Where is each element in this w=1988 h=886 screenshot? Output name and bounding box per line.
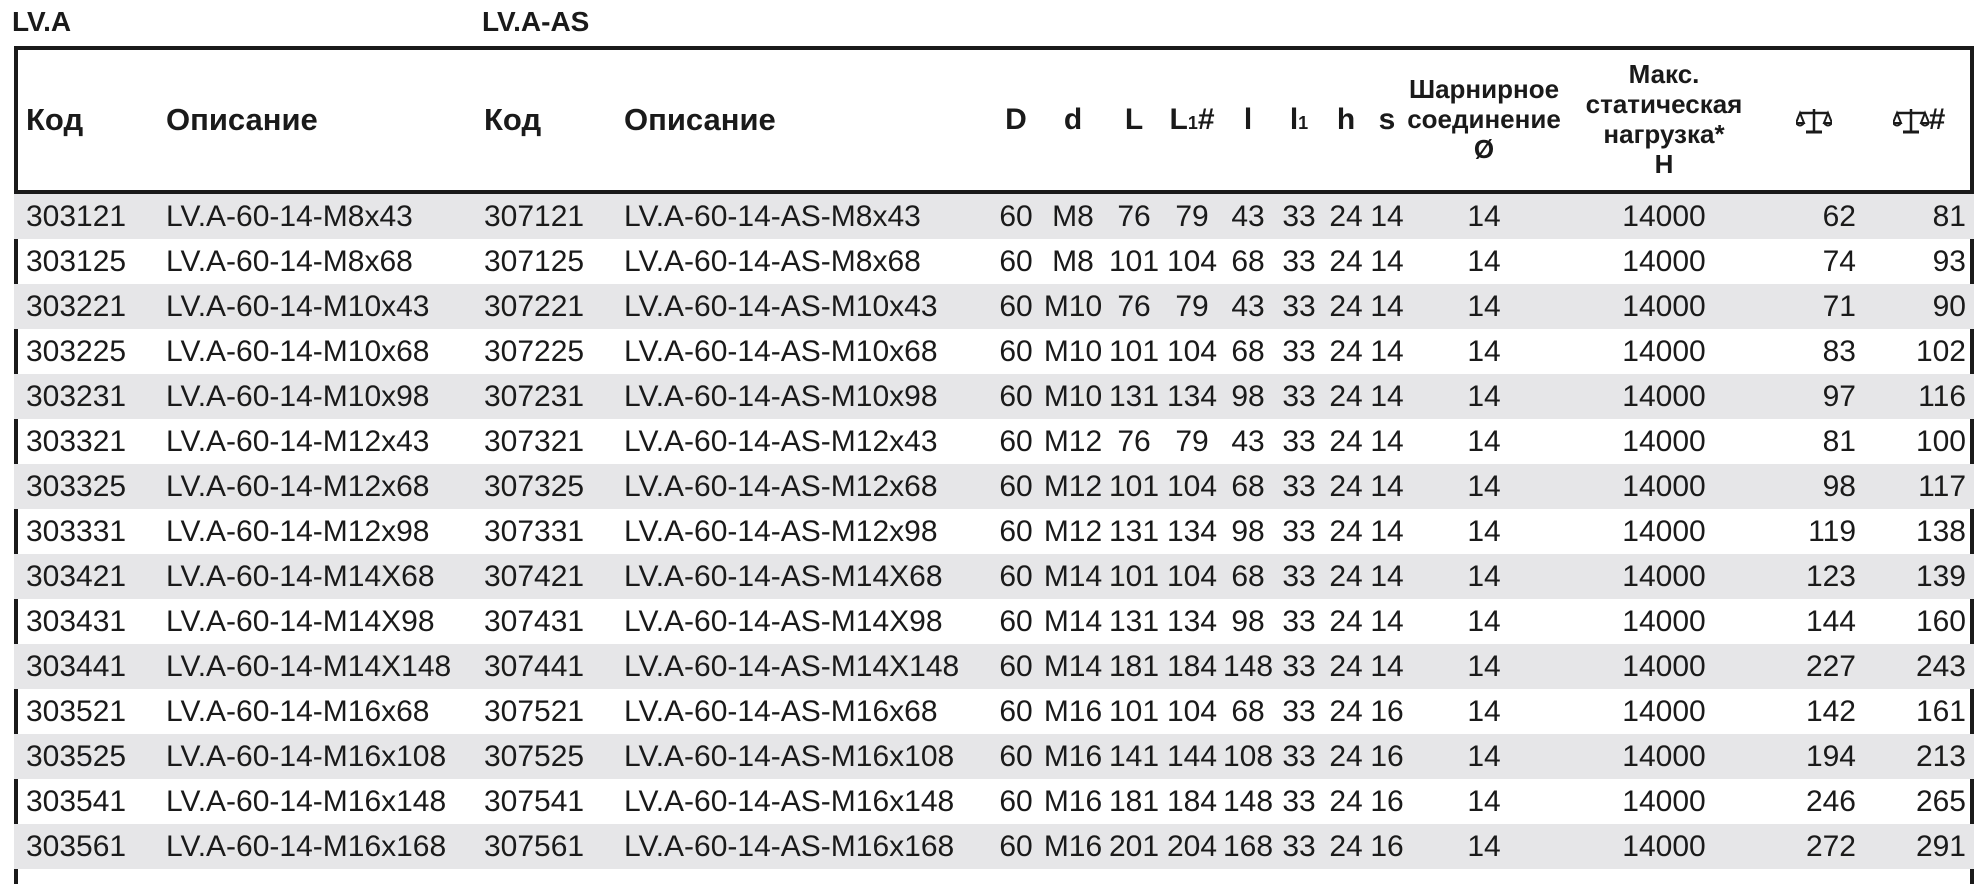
cell-description-as: LV.A-60-14-AS-M14X98 <box>624 604 943 638</box>
table-row <box>14 779 1974 824</box>
cell-l1: 33 <box>1276 644 1322 689</box>
cell-hinge: 14 <box>1467 424 1501 458</box>
header-hinge-line1: Шарнирное <box>1408 74 1560 105</box>
header-l1-sub: 1 <box>1298 113 1309 133</box>
cell-code: 303121 <box>14 192 154 239</box>
cell-weight-lva-as: 100 <box>1915 424 1966 458</box>
cell-weight-lva-as: 291 <box>1864 824 1974 869</box>
cell-weight-lva: 81 <box>1822 424 1856 458</box>
cell-h: 24 <box>1322 464 1370 509</box>
cell-l1: 33 <box>1282 334 1316 368</box>
cell-weight-lva: 98 <box>1764 464 1864 509</box>
cell-description-as: LV.A-60-14-AS-M8x43 <box>612 192 990 239</box>
cell-description: LV.A-60-14-M16x68 <box>166 694 430 728</box>
cell-h: 24 <box>1329 514 1363 548</box>
cell-s: 16 <box>1370 694 1404 728</box>
cell-L1: 134 <box>1166 604 1218 638</box>
cell-l: 148 <box>1220 644 1276 689</box>
cell-hinge: 14 <box>1404 644 1564 689</box>
header-l: l <box>1220 50 1276 192</box>
cell-max-load: 14000 <box>1622 244 1706 278</box>
header-D: D <box>990 50 1042 192</box>
cell-code: 303561 <box>14 824 154 869</box>
cell-L1: 104 <box>1166 694 1218 728</box>
cell-d: M12 <box>1042 464 1104 509</box>
cell-description: LV.A-60-14-M14X148 <box>154 644 472 689</box>
cell-d: M8 <box>1052 244 1094 278</box>
cell-code-as: 307125 <box>484 244 585 278</box>
cell-L: 76 <box>1104 284 1164 329</box>
cell-description-as: LV.A-60-14-AS-M10x68 <box>624 334 938 368</box>
cell-code-as: 307421 <box>472 554 612 599</box>
cell-l: 68 <box>1220 554 1276 599</box>
header-load-line1: Макс. <box>1628 59 1700 90</box>
cell-description-as: LV.A-60-14-AS-M10x98 <box>612 374 990 419</box>
cell-L1: 184 <box>1166 784 1218 818</box>
cell-code-as: 307431 <box>484 604 585 638</box>
cell-code: 303431 <box>26 604 127 638</box>
cell-description: LV.A-60-14-M10x43 <box>154 284 472 329</box>
cell-max-load: 14000 <box>1564 192 1764 239</box>
cell-l: 98 <box>1231 514 1265 548</box>
cell-code: 303321 <box>26 424 127 458</box>
cell-l1: 33 <box>1282 694 1316 728</box>
cell-code: 303541 <box>26 784 127 818</box>
cell-code-as: 307525 <box>472 734 612 779</box>
cell-code: 303221 <box>14 284 154 329</box>
header-code: Код <box>14 50 154 192</box>
cell-weight-lva-as: 243 <box>1864 644 1974 689</box>
cell-L1: 144 <box>1164 734 1220 779</box>
cell-L: 201 <box>1104 824 1164 869</box>
cell-D: 60 <box>999 604 1033 638</box>
cell-L1: 134 <box>1166 514 1218 548</box>
cell-l: 148 <box>1222 784 1274 818</box>
header-L: L <box>1104 50 1164 192</box>
cell-description: LV.A-60-14-M12x98 <box>166 514 430 548</box>
cell-max-load: 14000 <box>1564 374 1764 419</box>
cell-description: LV.A-60-14-M12x43 <box>166 424 430 458</box>
cell-L1: 79 <box>1164 192 1220 239</box>
cell-L: 76 <box>1104 192 1164 239</box>
cell-D: 60 <box>990 554 1042 599</box>
header-hinge <box>1404 50 1564 192</box>
cell-d: M12 <box>1043 514 1103 548</box>
cell-l: 43 <box>1231 424 1265 458</box>
cell-weight-lva: 97 <box>1764 374 1864 419</box>
cell-hinge: 14 <box>1467 694 1501 728</box>
cell-hinge: 14 <box>1404 554 1564 599</box>
cell-description: LV.A-60-14-M8x43 <box>154 192 472 239</box>
cell-max-load: 14000 <box>1622 604 1706 638</box>
cell-max-load: 14000 <box>1564 554 1764 599</box>
cell-d: M16 <box>1043 784 1103 818</box>
cell-d: M14 <box>1042 554 1104 599</box>
cell-description: LV.A-60-14-M8x68 <box>166 244 413 278</box>
cell-L1: 104 <box>1166 244 1218 278</box>
cell-weight-lva: 272 <box>1764 824 1864 869</box>
cell-code-as: 307331 <box>484 514 585 548</box>
cell-hinge: 14 <box>1404 824 1564 869</box>
cell-L: 141 <box>1104 734 1164 779</box>
cell-weight-lva-as: 90 <box>1864 284 1974 329</box>
cell-h: 24 <box>1322 644 1370 689</box>
cell-s: 14 <box>1370 554 1404 599</box>
cell-L: 131 <box>1108 514 1160 548</box>
cell-s: 14 <box>1370 374 1404 419</box>
cell-L1: 79 <box>1175 424 1209 458</box>
header-description-as: Описание <box>612 50 990 192</box>
cell-code-as: 307561 <box>472 824 612 869</box>
cell-weight-lva-as: 116 <box>1864 374 1974 419</box>
cell-description-as: LV.A-60-14-AS-M16x168 <box>612 824 990 869</box>
cell-s: 14 <box>1370 334 1404 368</box>
cell-weight-lva: 144 <box>1805 604 1856 638</box>
header-h: h <box>1322 50 1370 192</box>
cell-code-as: 307225 <box>484 334 585 368</box>
cell-s: 14 <box>1370 244 1404 278</box>
cell-weight-lva: 62 <box>1764 192 1864 239</box>
cell-l1: 33 <box>1282 784 1316 818</box>
cell-d: M16 <box>1042 734 1104 779</box>
header-L1-sub: 1 <box>1187 113 1198 133</box>
cell-code: 303325 <box>14 464 154 509</box>
table-body <box>14 192 1974 869</box>
cell-weight-lva: 123 <box>1764 554 1864 599</box>
cell-l1: 33 <box>1282 424 1316 458</box>
cell-L1: 204 <box>1164 824 1220 869</box>
cell-hinge: 14 <box>1467 334 1501 368</box>
cell-D: 60 <box>999 694 1033 728</box>
table-row <box>14 554 1974 599</box>
cell-l1: 33 <box>1276 284 1322 329</box>
cell-weight-lva-as: 265 <box>1915 784 1966 818</box>
cell-weight-lva: 71 <box>1764 284 1864 329</box>
cell-l: 68 <box>1220 464 1276 509</box>
cell-hinge: 14 <box>1404 284 1564 329</box>
cell-h: 24 <box>1322 192 1370 239</box>
cell-max-load: 14000 <box>1564 824 1764 869</box>
cell-d: M8 <box>1042 192 1104 239</box>
cell-code: 303125 <box>26 244 127 278</box>
cell-hinge: 14 <box>1467 514 1501 548</box>
cell-D: 60 <box>990 284 1042 329</box>
header-row <box>14 50 1974 192</box>
cell-code-as: 307231 <box>472 374 612 419</box>
cell-code: 303231 <box>14 374 154 419</box>
cell-description-as: LV.A-60-14-AS-M12x98 <box>624 514 938 548</box>
cell-h: 24 <box>1329 694 1363 728</box>
cell-D: 60 <box>990 464 1042 509</box>
header-hinge-line2: соединение <box>1407 104 1561 135</box>
cell-weight-lva: 194 <box>1764 734 1864 779</box>
cell-hinge: 14 <box>1467 784 1501 818</box>
cell-h: 24 <box>1322 824 1370 869</box>
cell-L: 76 <box>1117 424 1151 458</box>
cell-l: 68 <box>1231 244 1265 278</box>
cell-h: 24 <box>1322 374 1370 419</box>
cell-L: 131 <box>1104 374 1164 419</box>
cell-l1: 33 <box>1276 734 1322 779</box>
cell-l1: 33 <box>1276 464 1322 509</box>
cell-weight-lva-as: 117 <box>1864 464 1974 509</box>
group-title-lva-as: LV.A-AS <box>482 6 590 37</box>
table-row <box>14 192 1974 239</box>
header-load-line4: Н <box>1654 148 1674 179</box>
cell-l1: 33 <box>1276 554 1322 599</box>
cell-weight-lva-as: 102 <box>1915 334 1966 368</box>
cell-hinge: 14 <box>1467 604 1501 638</box>
cell-h: 24 <box>1322 554 1370 599</box>
cell-weight-lva-as: 213 <box>1864 734 1974 779</box>
cell-s: 14 <box>1370 464 1404 509</box>
cell-D: 60 <box>999 334 1033 368</box>
cell-L: 101 <box>1108 244 1160 278</box>
cell-D: 60 <box>990 644 1042 689</box>
cell-weight-lva-as: 139 <box>1864 554 1974 599</box>
cell-l1: 33 <box>1276 374 1322 419</box>
cell-l: 108 <box>1220 734 1276 779</box>
table-row <box>14 374 1974 419</box>
cell-weight-lva: 74 <box>1822 244 1856 278</box>
cell-s: 14 <box>1370 192 1404 239</box>
cell-d: M12 <box>1043 424 1103 458</box>
cell-h: 24 <box>1329 604 1363 638</box>
cell-description-as: LV.A-60-14-AS-M12x68 <box>612 464 990 509</box>
cell-d: M10 <box>1043 334 1103 368</box>
cell-description: LV.A-60-14-M10x68 <box>166 334 430 368</box>
cell-description: LV.A-60-14-M10x98 <box>154 374 472 419</box>
table-row <box>14 329 1974 374</box>
table-row <box>14 239 1974 284</box>
cell-weight-lva-as: 160 <box>1915 604 1966 638</box>
cell-d: M10 <box>1042 284 1104 329</box>
cell-D: 60 <box>999 514 1033 548</box>
cell-s: 14 <box>1370 284 1404 329</box>
cell-L: 181 <box>1104 644 1164 689</box>
cell-L1: 104 <box>1164 464 1220 509</box>
cell-l: 68 <box>1231 334 1265 368</box>
table-row <box>14 689 1974 734</box>
cell-l1: 33 <box>1282 514 1316 548</box>
cell-description-as: LV.A-60-14-AS-M14X68 <box>612 554 990 599</box>
cell-d: M10 <box>1042 374 1104 419</box>
cell-L1: 134 <box>1164 374 1220 419</box>
cell-d: M14 <box>1042 644 1104 689</box>
cell-description-as: LV.A-60-14-AS-M10x43 <box>612 284 990 329</box>
cell-L: 101 <box>1108 334 1160 368</box>
table-row <box>14 284 1974 329</box>
header-hinge-line3: Ø <box>1473 133 1495 164</box>
cell-description: LV.A-60-14-M16x148 <box>166 784 447 818</box>
cell-D: 60 <box>990 192 1042 239</box>
header-L1 <box>1164 50 1220 192</box>
cell-L: 101 <box>1104 464 1164 509</box>
cell-l1: 33 <box>1282 604 1316 638</box>
table-row <box>14 644 1974 689</box>
cell-max-load: 14000 <box>1622 694 1706 728</box>
cell-L1: 104 <box>1166 334 1218 368</box>
cell-weight-lva-as: 81 <box>1864 192 1974 239</box>
cell-d: M16 <box>1043 694 1103 728</box>
cell-L1: 104 <box>1164 554 1220 599</box>
cell-weight-lva: 246 <box>1805 784 1856 818</box>
header-L1-main: L <box>1169 103 1188 136</box>
cell-description-as: LV.A-60-14-AS-M8x68 <box>624 244 921 278</box>
balance-scale-icon <box>1796 107 1832 135</box>
table-row <box>14 509 1974 554</box>
cell-max-load: 14000 <box>1622 784 1706 818</box>
header-max-load <box>1564 50 1764 192</box>
cell-l1: 33 <box>1276 824 1322 869</box>
cell-h: 24 <box>1322 284 1370 329</box>
cell-D: 60 <box>999 784 1033 818</box>
cell-l: 168 <box>1220 824 1276 869</box>
cell-code: 303331 <box>26 514 127 548</box>
cell-description: LV.A-60-14-M16x168 <box>154 824 472 869</box>
cell-code: 303525 <box>14 734 154 779</box>
cell-description-as: LV.A-60-14-AS-M16x68 <box>624 694 938 728</box>
cell-max-load: 14000 <box>1622 424 1706 458</box>
cell-description: LV.A-60-14-M14X98 <box>166 604 435 638</box>
cell-max-load: 14000 <box>1564 644 1764 689</box>
cell-D: 60 <box>990 824 1042 869</box>
cell-code-as: 307521 <box>484 694 585 728</box>
cell-max-load: 14000 <box>1622 334 1706 368</box>
header-weight-suffix: # <box>1928 103 1946 136</box>
cell-s: 14 <box>1370 424 1404 458</box>
cell-L: 101 <box>1108 694 1160 728</box>
cell-L: 101 <box>1104 554 1164 599</box>
cell-D: 60 <box>999 244 1033 278</box>
cell-weight-lva: 142 <box>1805 694 1856 728</box>
header-weight-lva-as <box>1864 50 1974 192</box>
cell-D: 60 <box>990 374 1042 419</box>
cell-weight-lva: 227 <box>1764 644 1864 689</box>
cell-weight-lva: 83 <box>1822 334 1856 368</box>
header-L1-suffix: # <box>1197 103 1215 136</box>
balance-scale-icon <box>1893 107 1929 135</box>
cell-d: M16 <box>1042 824 1104 869</box>
cell-weight-lva: 119 <box>1808 514 1856 548</box>
cell-L: 131 <box>1108 604 1160 638</box>
cell-description: LV.A-60-14-M14X68 <box>154 554 472 599</box>
cell-hinge: 14 <box>1467 244 1501 278</box>
cell-hinge: 14 <box>1404 374 1564 419</box>
cell-l: 68 <box>1231 694 1265 728</box>
cell-l: 43 <box>1220 192 1276 239</box>
cell-code-as: 307221 <box>472 284 612 329</box>
cell-code: 303421 <box>14 554 154 599</box>
cell-description: LV.A-60-14-M16x108 <box>154 734 472 779</box>
table-row <box>14 599 1974 644</box>
cell-l1: 33 <box>1282 244 1316 278</box>
cell-description-as: LV.A-60-14-AS-M12x43 <box>624 424 938 458</box>
cell-max-load: 14000 <box>1564 734 1764 779</box>
cell-s: 14 <box>1370 604 1404 638</box>
cell-code-as: 307325 <box>472 464 612 509</box>
table-row <box>14 419 1974 464</box>
cell-max-load: 14000 <box>1622 514 1706 548</box>
cell-description-as: LV.A-60-14-AS-M16x108 <box>612 734 990 779</box>
cell-code-as: 307121 <box>472 192 612 239</box>
cell-weight-lva-as: 93 <box>1932 244 1966 278</box>
table-row <box>14 734 1974 779</box>
cell-D: 60 <box>990 734 1042 779</box>
cell-h: 24 <box>1329 244 1363 278</box>
cell-D: 60 <box>999 424 1033 458</box>
cell-l1: 33 <box>1276 192 1322 239</box>
header-load-line2: статическая <box>1585 89 1743 120</box>
cell-l: 98 <box>1231 604 1265 638</box>
cell-code-as: 307321 <box>484 424 585 458</box>
cell-s: 14 <box>1370 514 1404 548</box>
table-row <box>14 464 1974 509</box>
cell-weight-lva-as: 161 <box>1915 694 1966 728</box>
header-code-as: Код <box>472 50 612 192</box>
cell-l: 43 <box>1220 284 1276 329</box>
cell-max-load: 14000 <box>1564 464 1764 509</box>
cell-code-as: 307441 <box>472 644 612 689</box>
product-table <box>14 50 1974 869</box>
table-row <box>14 824 1974 869</box>
header-l1-main: l <box>1289 103 1299 136</box>
cell-description-as: LV.A-60-14-AS-M14X148 <box>612 644 990 689</box>
cell-L: 181 <box>1108 784 1160 818</box>
cell-description: LV.A-60-14-M12x68 <box>154 464 472 509</box>
header-s: s <box>1370 50 1404 192</box>
cell-h: 24 <box>1329 424 1363 458</box>
cell-code: 303521 <box>26 694 127 728</box>
cell-l: 98 <box>1220 374 1276 419</box>
header-description: Описание <box>154 50 472 192</box>
cell-hinge: 14 <box>1404 734 1564 779</box>
cell-code-as: 307541 <box>484 784 585 818</box>
cell-s: 14 <box>1370 644 1404 689</box>
cell-s: 16 <box>1370 824 1404 869</box>
cell-hinge: 14 <box>1404 464 1564 509</box>
cell-description-as: LV.A-60-14-AS-M16x148 <box>624 784 955 818</box>
cell-max-load: 14000 <box>1564 284 1764 329</box>
cell-L1: 184 <box>1164 644 1220 689</box>
cell-h: 24 <box>1329 334 1363 368</box>
cell-weight-lva-as: 138 <box>1915 514 1966 548</box>
header-weight-lva <box>1764 50 1864 192</box>
cell-code: 303441 <box>14 644 154 689</box>
header-load-line3: нагрузка* <box>1603 119 1725 149</box>
cell-code: 303225 <box>26 334 127 368</box>
cell-h: 24 <box>1322 734 1370 779</box>
cell-hinge: 14 <box>1404 192 1564 239</box>
header-d: d <box>1042 50 1104 192</box>
cell-h: 24 <box>1329 784 1363 818</box>
cell-d: M14 <box>1043 604 1103 638</box>
group-title-lva: LV.A <box>12 6 72 37</box>
cell-L1: 79 <box>1164 284 1220 329</box>
header-l1 <box>1276 50 1322 192</box>
cell-s: 16 <box>1370 734 1404 779</box>
cell-s: 16 <box>1370 784 1404 818</box>
